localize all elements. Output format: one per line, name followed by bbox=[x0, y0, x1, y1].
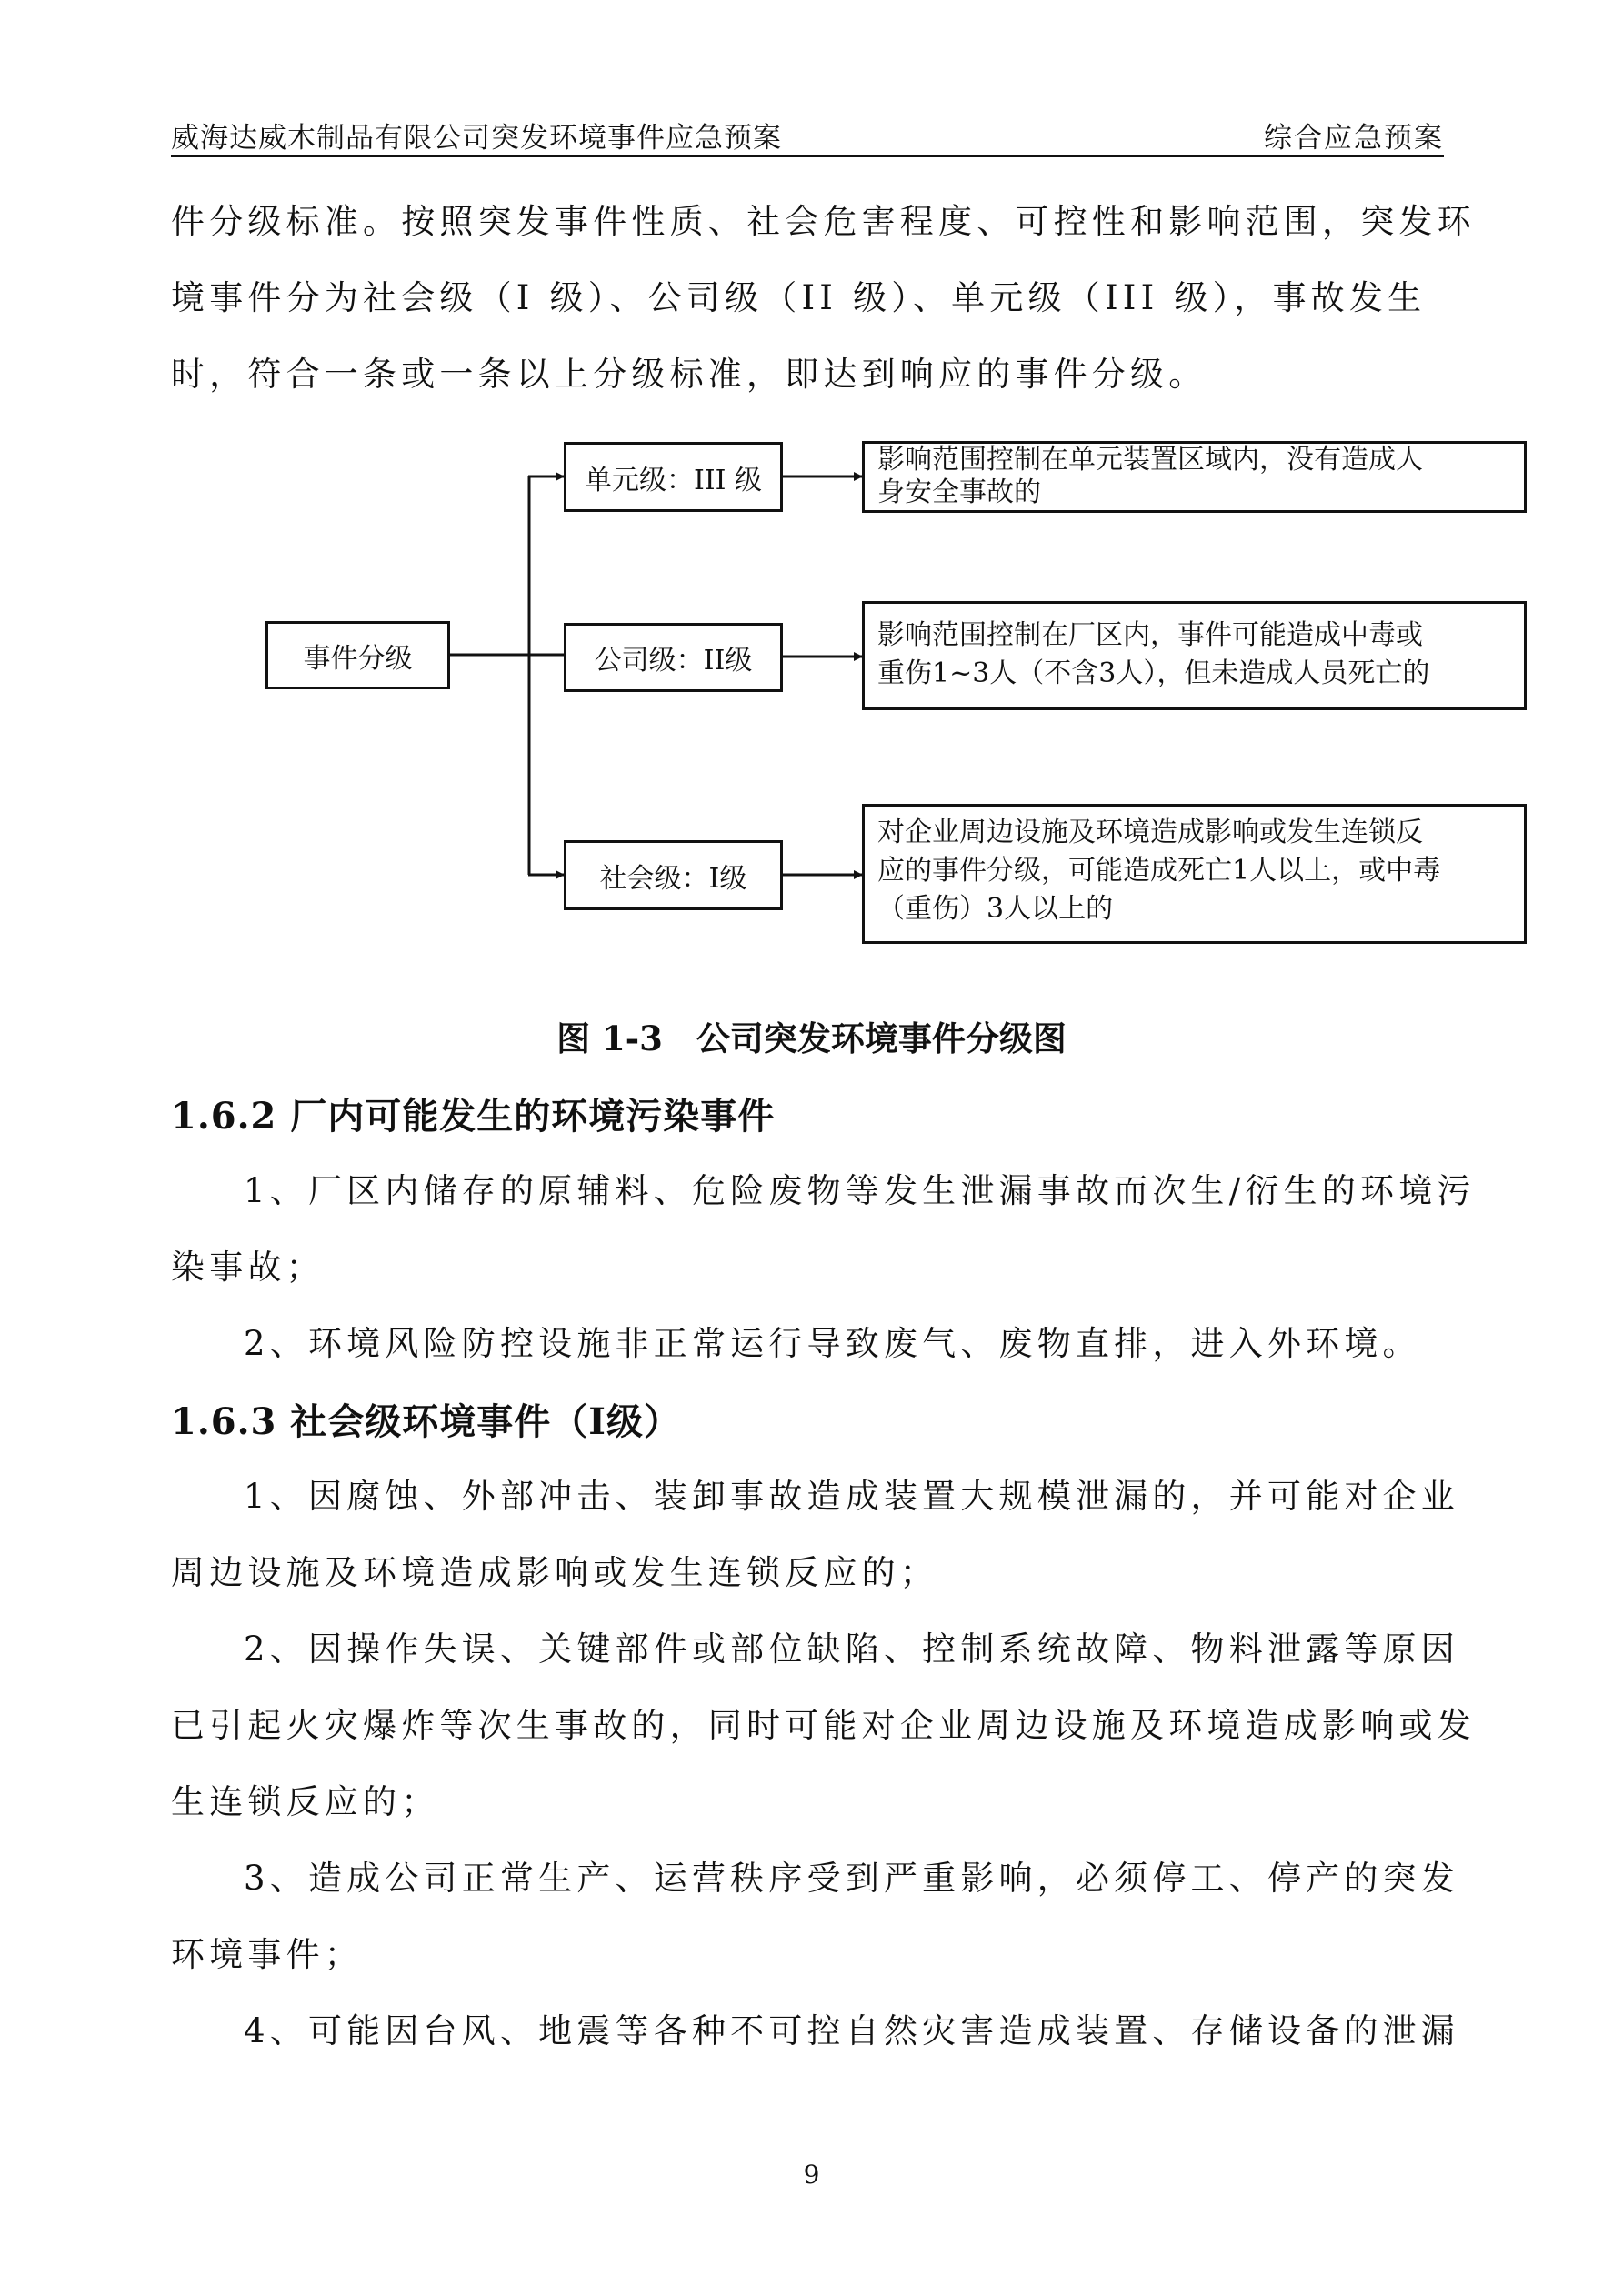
text-line: 环境事件； bbox=[171, 1935, 363, 1974]
description-line: 应的事件分级，可能造成死亡1人以上，或中毒 bbox=[877, 855, 1441, 887]
text-line: 2、因操作失误、关键部件或部位缺陷、控制系统故障、物料泄露等原因 bbox=[244, 1629, 1459, 1669]
level-box-society bbox=[564, 840, 783, 910]
level-label: 社会级：I级 bbox=[599, 862, 747, 895]
text-line: 件分级标准。按照突发事件性质、社会危害程度、可控性和影响范围，突发环 bbox=[171, 202, 1476, 241]
description-box-society bbox=[862, 804, 1527, 944]
text-line: 周边设施及环境造成影响或发生连锁反应的； bbox=[171, 1553, 938, 1592]
description-line: （重伤）3人以上的 bbox=[877, 893, 1114, 925]
level-box-unit bbox=[564, 442, 783, 512]
text-line: 2、环境风险防控设施非正常运行导致废气、废物直排，进入外环境。 bbox=[244, 1324, 1421, 1363]
section-heading-1-6-3: 1.6.3 社会级环境事件（I级） bbox=[171, 1400, 681, 1443]
root-label: 事件分级 bbox=[303, 642, 413, 675]
page-number: 9 bbox=[803, 2160, 820, 2190]
text-line: 已引起火灾爆炸等次生事故的，同时可能对企业周边设施及环境造成影响或发 bbox=[171, 1706, 1476, 1745]
root-box bbox=[265, 621, 450, 689]
section-1-6-2-body bbox=[171, 1153, 1476, 1382]
text-line: 3、造成公司正常生产、运营秩序受到严重影响，必须停工、停产的突发 bbox=[244, 1859, 1459, 1898]
level-label: 单元级：III 级 bbox=[584, 464, 763, 496]
description-line: 影响范围控制在厂区内，事件可能造成中毒或 bbox=[877, 619, 1423, 651]
document-title: 威海达威木制品有限公司突发环境事件应急预案 bbox=[171, 122, 782, 155]
description-box-company bbox=[862, 601, 1527, 710]
text-line: 4、可能因台风、地震等各种不可控自然灾害造成装置、存储设备的泄漏 bbox=[244, 2011, 1459, 2050]
section-label: 综合应急预案 bbox=[1264, 122, 1444, 155]
description-line: 重伤1~3人（不含3人），但未造成人员死亡的 bbox=[877, 657, 1430, 689]
text-line: 时，符合一条或一条以上分级标准，即达到响应的事件分级。 bbox=[171, 355, 1207, 394]
text-line: 生连锁反应的； bbox=[171, 1782, 440, 1821]
text-line: 1、因腐蚀、外部冲击、装卸事故造成装置大规模泄漏的，并可能对企业 bbox=[244, 1477, 1459, 1516]
description-line: 身安全事故的 bbox=[877, 476, 1041, 508]
level-label: 公司级：II级 bbox=[594, 645, 753, 677]
text-line: 染事故； bbox=[171, 1248, 325, 1287]
text-line: 1、厂区内储存的原辅料、危险废物等发生泄漏事故而次生/衍生的环境污 bbox=[244, 1171, 1476, 1210]
section-1-6-3-body bbox=[171, 1459, 1476, 2070]
description-line: 对企业周边设施及环境造成影响或发生连锁反 bbox=[877, 817, 1423, 848]
section-heading-1-6-2: 1.6.2 厂内可能发生的环境污染事件 bbox=[171, 1095, 776, 1138]
description-line: 影响范围控制在单元装置区域内，没有造成人 bbox=[877, 444, 1423, 476]
figure-caption: 图 1-3 公司突发环境事件分级图 bbox=[556, 1018, 1067, 1058]
text-line: 境事件分为社会级（I 级）、公司级（II 级）、单元级（III 级），事故发生 bbox=[171, 278, 1427, 317]
description-box-unit bbox=[862, 441, 1527, 513]
level-box-company bbox=[564, 623, 783, 692]
